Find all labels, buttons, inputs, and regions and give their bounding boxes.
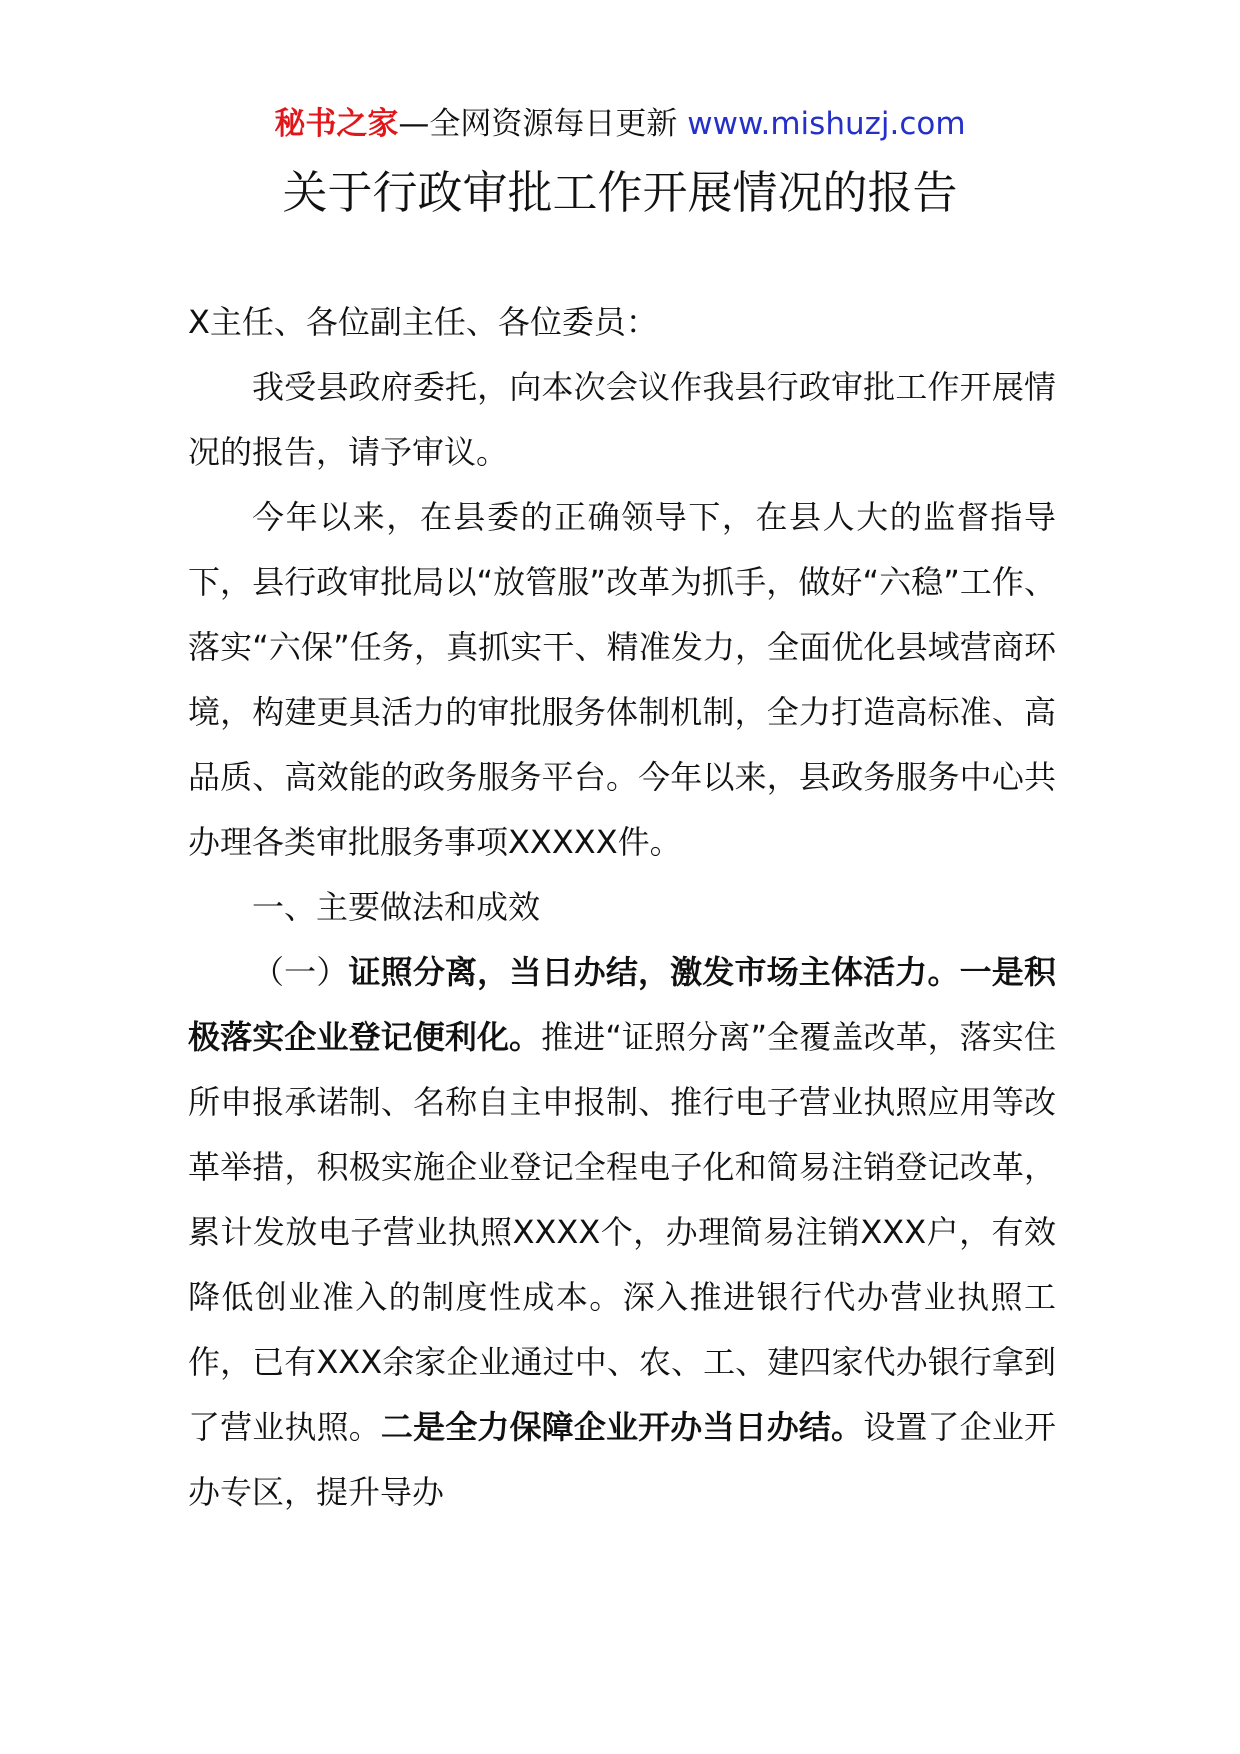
point1-heading: 一是积极落实企业登记便利化。	[188, 953, 1056, 1056]
point2-body: 设置了企业开办专区，提升导办	[188, 1408, 1056, 1511]
section-heading: 一、主要做法和成效	[252, 888, 541, 926]
subsection-paragraph	[188, 940, 1056, 1525]
salutation: X主任、各位副主任、各位委员：	[188, 303, 658, 341]
document-body	[188, 290, 1056, 1525]
brand-name: 秘书之家	[274, 106, 399, 142]
header-tagline: —全网资源每日更新	[398, 106, 688, 142]
intro-paragraph: 我受县政府委托，向本次会议作我县行政审批工作开展情况的报告，请予审议。	[188, 368, 1056, 471]
document-title: 关于行政审批工作开展情况的报告	[282, 166, 958, 219]
point1-body: 推进“证照分离”全覆盖改革，落实住所申报承诺制、名称自主申报制、推行电子营业执照应用等改革举措，积极实施企业登记全程电子化和简易注销登记改革，累计发放电子营业执照XXXX个，办理简易注销XXX户，有效降低创业准入的制度性成本。深入推进银行代办营业执照工作，已有XXX余家企业通过中、农、工、建四家代办银行拿到了营业执照。	[188, 1018, 1056, 1446]
overview-paragraph: 今年以来，在县委的正确领导下，在县人大的监督指导下，县行政审批局以“放管服”改革为抓手，做好“六稳”工作、落实“六保”任务，真抓实干、精准发力，全面优化县域营商环境，构建更具活力的审批服务体制机制，全力打造高标准、高品质、高效能的政务服务平台。今年以来，县政务服务中心共办理各类审批服务事项XXXXX件。	[188, 498, 1056, 861]
subsection-heading: 证照分离，当日办结，激发市场主体活力。	[348, 953, 960, 991]
site-header	[0, 98, 1240, 150]
point2-heading: 二是全力保障企业开办当日办结。	[380, 1408, 864, 1446]
subsection-prefix: （一）	[252, 953, 349, 991]
site-url-link[interactable]: www.mishuzj.com	[687, 106, 966, 142]
